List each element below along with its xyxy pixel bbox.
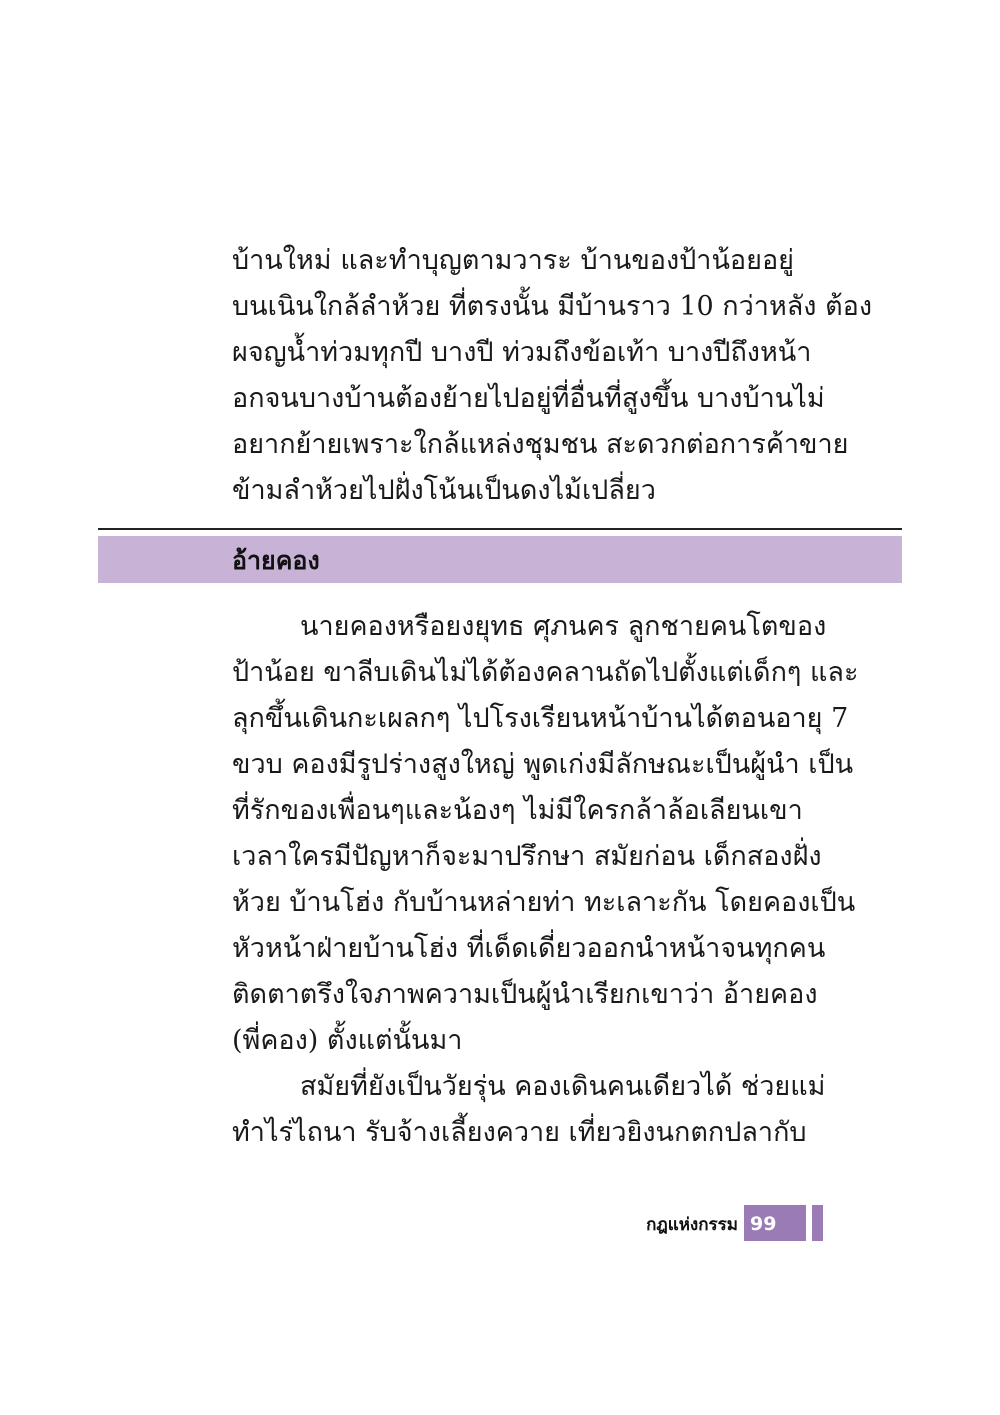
text-line: ป้าน้อย ขาลีบเดินไม่ได้ต้องคลานถัดไปตั้งแต่เด็กๆ และ — [232, 657, 859, 688]
page-edge-bar — [812, 1205, 823, 1241]
text-line: อยากย้ายเพราะใกล้แหล่งชุมชน สะดวกต่อการค้าขาย — [232, 429, 849, 460]
text-line: ติดตาตรึงใจภาพความเป็นผู้นำเรียกเขาว่า อ้ายคอง — [232, 979, 818, 1010]
paragraph-2 — [232, 604, 859, 1156]
text-line: ผจญน้ำท่วมทุกปี บางปี ท่วมถึงข้อเท้า บางปีถึงหน้า — [232, 337, 812, 368]
text-line: บ้านใหม่ และทำบุญตามวาระ บ้านของป้าน้อยอยู่ — [232, 245, 794, 276]
text-line: อกจนบางบ้านต้องย้ายไปอยู่ที่อื่นที่สูงขึ้น บางบ้านไม่ — [232, 383, 825, 414]
text-line: นายคองหรือยงยุทธ ศุภนคร ลูกชายคนโตของ — [300, 611, 827, 642]
text-line: เวลาใครมีปัญหาก็จะมาปรึกษา สมัยก่อน เด็กสองฝั่ง — [232, 841, 822, 872]
text-line: ลุกขึ้นเดินกะเผลกๆ ไปโรงเรียนหน้าบ้านได้ตอนอายุ 7 — [232, 703, 849, 734]
text-line: สมัยที่ยังเป็นวัยรุ่น คองเดินคนเดียวได้ ช่วยแม่ — [300, 1071, 826, 1102]
section-heading-band — [98, 536, 902, 583]
section-heading: อ้ายคอง — [232, 546, 320, 575]
section-divider-rule — [98, 528, 902, 530]
text-line: ทำไร่ไถนา รับจ้างเลี้ยงควาย เที่ยวยิงนกตกปลากับ — [232, 1117, 807, 1148]
text-line: ห้วย บ้านโฮ่ง กับบ้านหล่ายท่า ทะเลาะกัน โดยคองเป็น — [232, 887, 856, 918]
page-footer — [560, 1205, 830, 1241]
text-line: ขวบ คองมีรูปร่างสูงใหญ่ พูดเก่งมีลักษณะเป็นผู้นำ เป็น — [232, 749, 854, 780]
text-line: บนเนินใกล้ลำห้วย ที่ตรงนั้น มีบ้านราว 10 กว่าหลัง ต้อง — [232, 291, 873, 322]
page-number: 99 — [750, 1213, 777, 1235]
text-line: ที่รักของเพื่อนๆและน้องๆ ไม่มีใครกล้าล้อเลียนเขา — [232, 795, 803, 826]
text-line: ข้ามลำห้วยไปฝั่งโน้นเป็นดงไม้เปลี่ยว — [232, 475, 656, 506]
page-number-box — [744, 1205, 806, 1241]
text-line: (พี่คอง) ตั้งแต่นั้นมา — [232, 1025, 463, 1056]
text-line: หัวหน้าฝ่ายบ้านโฮ่ง ที่เด็ดเดี่ยวออกนำหน้าจนทุกคน — [232, 933, 826, 964]
paragraph-1 — [232, 238, 873, 514]
book-title: กฎแห่งกรรม — [646, 1215, 738, 1235]
